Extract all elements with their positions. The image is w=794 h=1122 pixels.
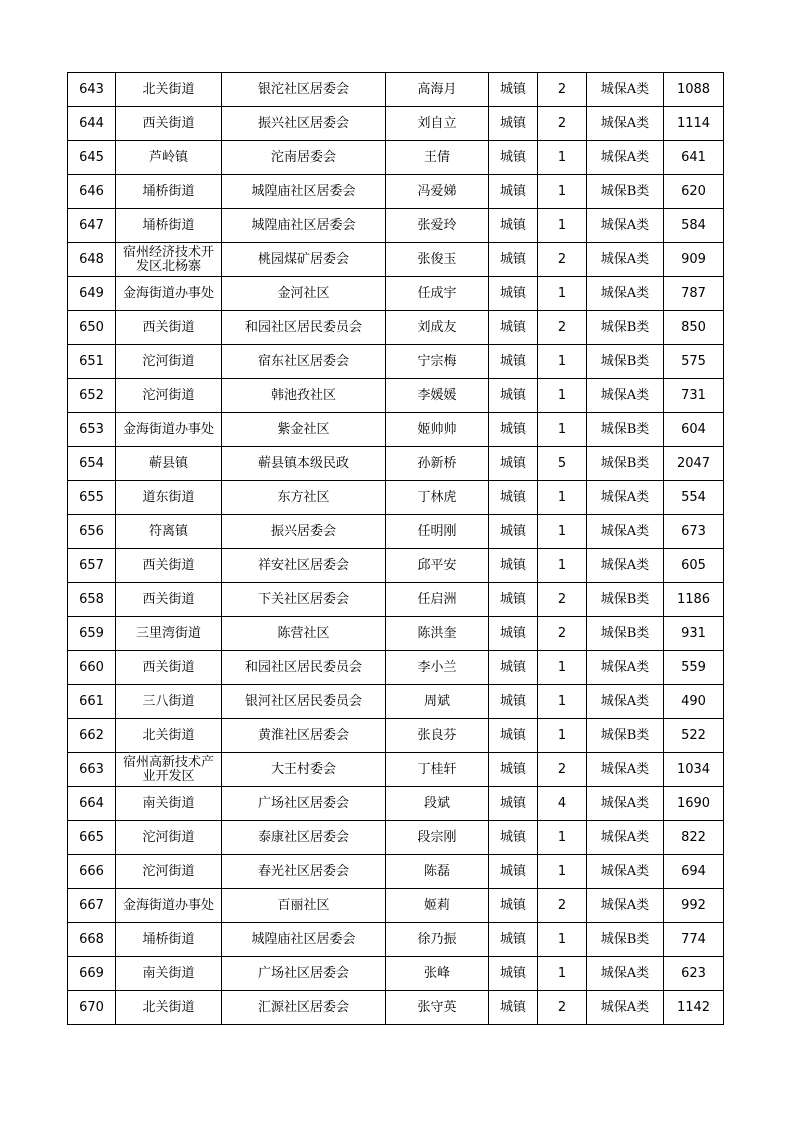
table-row (68, 719, 724, 753)
cell-community: 大王村委会 (222, 753, 386, 787)
cell-area-type: 城镇 (489, 413, 538, 447)
cell-assistance-category: 城保B类 (587, 583, 664, 617)
cell-household-size: 1 (538, 277, 587, 311)
cell-amount: 522 (664, 719, 724, 753)
cell-row-number: 666 (68, 855, 116, 889)
cell-row-number: 655 (68, 481, 116, 515)
cell-household-size: 2 (538, 753, 587, 787)
table-row (68, 107, 724, 141)
table-row (68, 583, 724, 617)
cell-assistance-category: 城保B类 (587, 447, 664, 481)
cell-area-type: 城镇 (489, 243, 538, 277)
cell-community: 城隍庙社区居委会 (222, 209, 386, 243)
table-row (68, 209, 724, 243)
table-row (68, 685, 724, 719)
cell-amount: 490 (664, 685, 724, 719)
table-row (68, 889, 724, 923)
cell-recipient-name: 张俊玉 (386, 243, 489, 277)
cell-subdistrict: 埇桥街道 (116, 923, 222, 957)
table-row (68, 753, 724, 787)
cell-area-type: 城镇 (489, 549, 538, 583)
cell-area-type: 城镇 (489, 277, 538, 311)
cell-community: 汇源社区居委会 (222, 991, 386, 1025)
cell-subdistrict: 北关街道 (116, 73, 222, 107)
cell-community: 金河社区 (222, 277, 386, 311)
table-row (68, 481, 724, 515)
cell-community: 桃园煤矿居委会 (222, 243, 386, 277)
cell-subdistrict: 符离镇 (116, 515, 222, 549)
cell-amount: 623 (664, 957, 724, 991)
cell-recipient-name: 任成宇 (386, 277, 489, 311)
cell-assistance-category: 城保A类 (587, 787, 664, 821)
cell-area-type: 城镇 (489, 855, 538, 889)
cell-assistance-category: 城保A类 (587, 141, 664, 175)
cell-recipient-name: 任启洲 (386, 583, 489, 617)
cell-amount: 673 (664, 515, 724, 549)
cell-recipient-name: 孙新桥 (386, 447, 489, 481)
cell-amount: 1114 (664, 107, 724, 141)
cell-assistance-category: 城保A类 (587, 685, 664, 719)
cell-amount: 2047 (664, 447, 724, 481)
cell-row-number: 670 (68, 991, 116, 1025)
cell-row-number: 658 (68, 583, 116, 617)
cell-assistance-category: 城保A类 (587, 481, 664, 515)
cell-community: 春光社区居委会 (222, 855, 386, 889)
table-row (68, 379, 724, 413)
assistance-roster-table (67, 72, 724, 1025)
cell-row-number: 669 (68, 957, 116, 991)
cell-amount: 575 (664, 345, 724, 379)
cell-area-type: 城镇 (489, 787, 538, 821)
cell-assistance-category: 城保A类 (587, 651, 664, 685)
cell-community: 广场社区居委会 (222, 957, 386, 991)
cell-household-size: 1 (538, 957, 587, 991)
cell-row-number: 663 (68, 753, 116, 787)
cell-assistance-category: 城保A类 (587, 889, 664, 923)
table-row (68, 311, 724, 345)
cell-recipient-name: 刘自立 (386, 107, 489, 141)
cell-recipient-name: 陈磊 (386, 855, 489, 889)
table-row (68, 549, 724, 583)
cell-amount: 1142 (664, 991, 724, 1025)
cell-amount: 1088 (664, 73, 724, 107)
cell-amount: 559 (664, 651, 724, 685)
cell-household-size: 1 (538, 413, 587, 447)
cell-community: 城隍庙社区居委会 (222, 923, 386, 957)
cell-assistance-category: 城保B类 (587, 413, 664, 447)
table-row (68, 957, 724, 991)
cell-community: 祥安社区居委会 (222, 549, 386, 583)
cell-community: 紫金社区 (222, 413, 386, 447)
cell-community: 蕲县镇本级民政 (222, 447, 386, 481)
table-row (68, 617, 724, 651)
cell-assistance-category: 城保A类 (587, 243, 664, 277)
cell-recipient-name: 李小兰 (386, 651, 489, 685)
cell-household-size: 4 (538, 787, 587, 821)
cell-recipient-name: 姬莉 (386, 889, 489, 923)
cell-area-type: 城镇 (489, 141, 538, 175)
cell-community: 和园社区居民委员会 (222, 651, 386, 685)
cell-community: 韩池孜社区 (222, 379, 386, 413)
cell-amount: 931 (664, 617, 724, 651)
cell-household-size: 1 (538, 141, 587, 175)
cell-subdistrict: 芦岭镇 (116, 141, 222, 175)
cell-recipient-name: 张良芬 (386, 719, 489, 753)
table-row (68, 923, 724, 957)
cell-subdistrict: 西关街道 (116, 583, 222, 617)
cell-row-number: 668 (68, 923, 116, 957)
cell-row-number: 645 (68, 141, 116, 175)
cell-assistance-category: 城保B类 (587, 719, 664, 753)
cell-area-type: 城镇 (489, 617, 538, 651)
cell-community: 陈营社区 (222, 617, 386, 651)
cell-community: 沱南居委会 (222, 141, 386, 175)
cell-amount: 1186 (664, 583, 724, 617)
cell-assistance-category: 城保A类 (587, 549, 664, 583)
cell-amount: 822 (664, 821, 724, 855)
cell-area-type: 城镇 (489, 175, 538, 209)
cell-assistance-category: 城保A类 (587, 107, 664, 141)
cell-subdistrict: 埇桥街道 (116, 175, 222, 209)
cell-area-type: 城镇 (489, 107, 538, 141)
table-row (68, 447, 724, 481)
cell-recipient-name: 王倩 (386, 141, 489, 175)
cell-household-size: 1 (538, 481, 587, 515)
cell-household-size: 2 (538, 311, 587, 345)
cell-amount: 774 (664, 923, 724, 957)
cell-subdistrict: 西关街道 (116, 549, 222, 583)
cell-household-size: 1 (538, 175, 587, 209)
cell-area-type: 城镇 (489, 685, 538, 719)
cell-household-size: 1 (538, 719, 587, 753)
cell-subdistrict: 西关街道 (116, 311, 222, 345)
cell-subdistrict: 南关街道 (116, 787, 222, 821)
cell-recipient-name: 周斌 (386, 685, 489, 719)
cell-community: 泰康社区居委会 (222, 821, 386, 855)
cell-row-number: 659 (68, 617, 116, 651)
table-body (68, 73, 724, 1025)
cell-community: 黄淮社区居委会 (222, 719, 386, 753)
cell-area-type: 城镇 (489, 651, 538, 685)
cell-row-number: 649 (68, 277, 116, 311)
cell-recipient-name: 任明刚 (386, 515, 489, 549)
cell-row-number: 654 (68, 447, 116, 481)
cell-assistance-category: 城保B类 (587, 617, 664, 651)
cell-row-number: 660 (68, 651, 116, 685)
cell-household-size: 2 (538, 991, 587, 1025)
cell-subdistrict: 西关街道 (116, 107, 222, 141)
cell-assistance-category: 城保A类 (587, 957, 664, 991)
cell-area-type: 城镇 (489, 583, 538, 617)
cell-area-type: 城镇 (489, 821, 538, 855)
cell-assistance-category: 城保A类 (587, 209, 664, 243)
cell-household-size: 1 (538, 209, 587, 243)
cell-subdistrict: 北关街道 (116, 719, 222, 753)
cell-subdistrict: 三里湾街道 (116, 617, 222, 651)
table-row (68, 991, 724, 1025)
cell-household-size: 2 (538, 107, 587, 141)
cell-row-number: 662 (68, 719, 116, 753)
cell-recipient-name: 宁宗梅 (386, 345, 489, 379)
cell-assistance-category: 城保A类 (587, 379, 664, 413)
cell-household-size: 1 (538, 379, 587, 413)
cell-amount: 992 (664, 889, 724, 923)
cell-area-type: 城镇 (489, 481, 538, 515)
cell-recipient-name: 丁林虎 (386, 481, 489, 515)
cell-community: 和园社区居民委员会 (222, 311, 386, 345)
cell-amount: 694 (664, 855, 724, 889)
cell-household-size: 2 (538, 583, 587, 617)
cell-area-type: 城镇 (489, 753, 538, 787)
cell-household-size: 2 (538, 73, 587, 107)
cell-row-number: 644 (68, 107, 116, 141)
cell-subdistrict: 金海街道办事处 (116, 889, 222, 923)
cell-community: 城隍庙社区居委会 (222, 175, 386, 209)
cell-row-number: 657 (68, 549, 116, 583)
cell-assistance-category: 城保A类 (587, 277, 664, 311)
cell-household-size: 5 (538, 447, 587, 481)
cell-household-size: 1 (538, 685, 587, 719)
cell-recipient-name: 冯爱娣 (386, 175, 489, 209)
cell-recipient-name: 李媛媛 (386, 379, 489, 413)
cell-row-number: 656 (68, 515, 116, 549)
cell-row-number: 647 (68, 209, 116, 243)
cell-area-type: 城镇 (489, 889, 538, 923)
cell-subdistrict: 埇桥街道 (116, 209, 222, 243)
cell-row-number: 651 (68, 345, 116, 379)
cell-amount: 1690 (664, 787, 724, 821)
cell-community: 下关社区居委会 (222, 583, 386, 617)
cell-area-type: 城镇 (489, 923, 538, 957)
table-row (68, 141, 724, 175)
table-row (68, 413, 724, 447)
cell-amount: 584 (664, 209, 724, 243)
cell-area-type: 城镇 (489, 515, 538, 549)
cell-area-type: 城镇 (489, 991, 538, 1025)
cell-amount: 604 (664, 413, 724, 447)
cell-assistance-category: 城保B类 (587, 345, 664, 379)
cell-household-size: 2 (538, 617, 587, 651)
cell-recipient-name: 刘成友 (386, 311, 489, 345)
cell-amount: 1034 (664, 753, 724, 787)
cell-community: 东方社区 (222, 481, 386, 515)
table-row (68, 73, 724, 107)
cell-subdistrict: 沱河街道 (116, 821, 222, 855)
cell-subdistrict: 沱河街道 (116, 855, 222, 889)
cell-recipient-name: 姬帅帅 (386, 413, 489, 447)
cell-subdistrict: 北关街道 (116, 991, 222, 1025)
cell-amount: 850 (664, 311, 724, 345)
cell-subdistrict: 三八街道 (116, 685, 222, 719)
cell-area-type: 城镇 (489, 379, 538, 413)
cell-community: 银河社区居民委员会 (222, 685, 386, 719)
table-row (68, 243, 724, 277)
cell-community: 宿东社区居委会 (222, 345, 386, 379)
cell-area-type: 城镇 (489, 311, 538, 345)
cell-area-type: 城镇 (489, 209, 538, 243)
cell-row-number: 648 (68, 243, 116, 277)
cell-subdistrict: 南关街道 (116, 957, 222, 991)
cell-row-number: 664 (68, 787, 116, 821)
cell-assistance-category: 城保A类 (587, 73, 664, 107)
cell-assistance-category: 城保A类 (587, 753, 664, 787)
cell-community: 振兴社区居委会 (222, 107, 386, 141)
cell-recipient-name: 张爱玲 (386, 209, 489, 243)
cell-amount: 620 (664, 175, 724, 209)
cell-subdistrict: 金海街道办事处 (116, 413, 222, 447)
cell-assistance-category: 城保B类 (587, 311, 664, 345)
cell-subdistrict: 西关街道 (116, 651, 222, 685)
cell-subdistrict: 宿州高新技术产业开发区 (116, 753, 222, 787)
cell-row-number: 667 (68, 889, 116, 923)
cell-recipient-name: 丁桂轩 (386, 753, 489, 787)
cell-subdistrict: 金海街道办事处 (116, 277, 222, 311)
cell-recipient-name: 段斌 (386, 787, 489, 821)
cell-subdistrict: 沱河街道 (116, 345, 222, 379)
cell-household-size: 1 (538, 549, 587, 583)
cell-amount: 641 (664, 141, 724, 175)
cell-household-size: 2 (538, 243, 587, 277)
cell-amount: 787 (664, 277, 724, 311)
cell-recipient-name: 徐乃振 (386, 923, 489, 957)
cell-community: 振兴居委会 (222, 515, 386, 549)
cell-amount: 909 (664, 243, 724, 277)
cell-subdistrict: 蕲县镇 (116, 447, 222, 481)
cell-assistance-category: 城保A类 (587, 821, 664, 855)
cell-amount: 605 (664, 549, 724, 583)
cell-recipient-name: 邱平安 (386, 549, 489, 583)
cell-subdistrict: 沱河街道 (116, 379, 222, 413)
table-row (68, 515, 724, 549)
cell-community: 广场社区居委会 (222, 787, 386, 821)
cell-household-size: 2 (538, 889, 587, 923)
cell-household-size: 1 (538, 515, 587, 549)
cell-area-type: 城镇 (489, 345, 538, 379)
table-row (68, 345, 724, 379)
cell-assistance-category: 城保B类 (587, 175, 664, 209)
cell-row-number: 646 (68, 175, 116, 209)
cell-recipient-name: 张守英 (386, 991, 489, 1025)
cell-area-type: 城镇 (489, 957, 538, 991)
cell-recipient-name: 陈洪奎 (386, 617, 489, 651)
cell-subdistrict: 道东街道 (116, 481, 222, 515)
cell-area-type: 城镇 (489, 73, 538, 107)
cell-row-number: 665 (68, 821, 116, 855)
cell-household-size: 1 (538, 923, 587, 957)
table-row (68, 175, 724, 209)
cell-household-size: 1 (538, 345, 587, 379)
table-row (68, 855, 724, 889)
cell-row-number: 643 (68, 73, 116, 107)
cell-row-number: 650 (68, 311, 116, 345)
cell-row-number: 653 (68, 413, 116, 447)
table-row (68, 821, 724, 855)
cell-assistance-category: 城保A类 (587, 515, 664, 549)
cell-area-type: 城镇 (489, 719, 538, 753)
table-row (68, 651, 724, 685)
cell-community: 银沱社区居委会 (222, 73, 386, 107)
cell-amount: 554 (664, 481, 724, 515)
table-row (68, 277, 724, 311)
cell-recipient-name: 段宗刚 (386, 821, 489, 855)
cell-household-size: 1 (538, 821, 587, 855)
cell-household-size: 1 (538, 651, 587, 685)
cell-row-number: 661 (68, 685, 116, 719)
cell-area-type: 城镇 (489, 447, 538, 481)
cell-recipient-name: 高海月 (386, 73, 489, 107)
cell-subdistrict: 宿州经济技术开发区北杨寨 (116, 243, 222, 277)
cell-assistance-category: 城保B类 (587, 923, 664, 957)
cell-assistance-category: 城保A类 (587, 855, 664, 889)
cell-amount: 731 (664, 379, 724, 413)
cell-recipient-name: 张峰 (386, 957, 489, 991)
cell-row-number: 652 (68, 379, 116, 413)
cell-household-size: 1 (538, 855, 587, 889)
cell-community: 百丽社区 (222, 889, 386, 923)
table-row (68, 787, 724, 821)
cell-assistance-category: 城保A类 (587, 991, 664, 1025)
